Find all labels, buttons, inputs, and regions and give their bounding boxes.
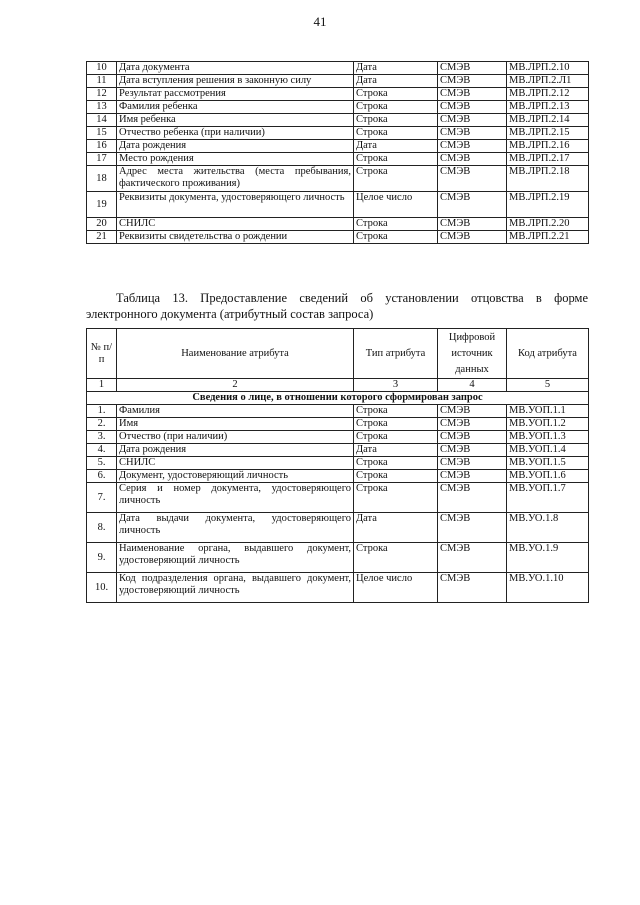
cell-num: 10 [87,62,117,75]
cell-name: Отчество ребенка (при наличии) [117,127,354,140]
cell-num: 4. [87,444,117,457]
table-row [87,153,589,166]
page-number: 41 [313,14,327,29]
table-row [87,483,589,513]
cell-code: МВ.УО.1.10 [507,573,589,603]
cell-code: МВ.ЛРП.2.21 [507,231,589,244]
table-row [87,140,589,153]
column-numbers-row [87,379,589,392]
cell-source: СМЭВ [438,101,507,114]
cell-num: 16 [87,140,117,153]
cell-source: СМЭВ [438,573,507,603]
attributes-table-continued-body [87,62,589,244]
attributes-table-13 [86,328,589,603]
cell-type: Строка [354,431,438,444]
cell-code: МВ.ЛРП.2.10 [507,62,589,75]
col-number: 4 [438,379,507,392]
cell-num: 7. [87,483,117,513]
table-row [87,470,589,483]
table-row [87,127,589,140]
cell-code: МВ.ЛРП.2.15 [507,127,589,140]
cell-type: Дата [354,62,438,75]
cell-source: СМЭВ [438,543,507,573]
cell-type: Дата [354,75,438,88]
cell-code: МВ.УОП.1.1 [507,405,589,418]
header-code: Код атрибута [507,329,589,379]
cell-num: 17 [87,153,117,166]
section-row [87,392,589,405]
header-name: Наименование атрибута [117,329,354,379]
cell-name: СНИЛС [117,457,354,470]
col-number: 2 [117,379,354,392]
cell-name: Дата рождения [117,140,354,153]
cell-source: СМЭВ [438,153,507,166]
cell-code: МВ.ЛРП.2.13 [507,101,589,114]
header-type: Тип атрибута [354,329,438,379]
cell-name: Реквизиты свидетельства о рождении [117,231,354,244]
cell-code: МВ.УОП.1.2 [507,418,589,431]
cell-num: 14 [87,114,117,127]
table-row [87,166,589,192]
table-header-row [87,329,589,379]
col-number: 5 [507,379,589,392]
cell-num: 18 [87,166,117,192]
cell-name: Дата вступления решения в законную силу [117,75,354,88]
cell-type: Дата [354,140,438,153]
cell-name: Дата документа [117,62,354,75]
cell-source: СМЭВ [438,513,507,543]
cell-name: Код подразделения органа, выдавшего документ, удостоверяющий личность [117,573,354,603]
cell-type: Строка [354,543,438,573]
cell-type: Строка [354,470,438,483]
table-row [87,62,589,75]
cell-source: СМЭВ [438,431,507,444]
cell-source: СМЭВ [438,75,507,88]
cell-name: Серия и номер документа, удостоверяющего личность [117,483,354,513]
table-caption: Таблица 13. Предоставление сведений об установлении отцовства в форме электронного документа (атрибутный состав запроса) [86,291,588,321]
cell-name: Фамилия ребенка [117,101,354,114]
cell-name: Дата выдачи документа, удостоверяющего личность [117,513,354,543]
cell-num: 20 [87,218,117,231]
cell-type: Строка [354,153,438,166]
cell-num: 2. [87,418,117,431]
cell-source: СМЭВ [438,444,507,457]
cell-num: 3. [87,431,117,444]
col-number: 1 [87,379,117,392]
table-row [87,418,589,431]
cell-name: Место рождения [117,153,354,166]
attributes-table-13-body [87,405,589,603]
header-num: № п/п [87,329,117,379]
table-row [87,573,589,603]
table-row [87,75,589,88]
cell-name: Отчество (при наличии) [117,431,354,444]
cell-source: СМЭВ [438,218,507,231]
cell-type: Строка [354,127,438,140]
cell-source: СМЭВ [438,457,507,470]
cell-num: 10. [87,573,117,603]
cell-code: МВ.ЛРП.2.17 [507,153,589,166]
cell-name: Результат рассмотрения [117,88,354,101]
cell-num: 9. [87,543,117,573]
cell-type: Строка [354,101,438,114]
cell-code: МВ.ЛРП.2.14 [507,114,589,127]
cell-name: Реквизиты документа, удостоверяющего личность [117,192,354,218]
cell-num: 6. [87,470,117,483]
cell-code: МВ.ЛРП.2.19 [507,192,589,218]
cell-type: Строка [354,88,438,101]
cell-type: Целое число [354,192,438,218]
table-row [87,513,589,543]
cell-code: МВ.УО.1.8 [507,513,589,543]
cell-type: Строка [354,166,438,192]
cell-num: 13 [87,101,117,114]
cell-code: МВ.ЛРП.2.20 [507,218,589,231]
col-number: 3 [354,379,438,392]
table-row [87,218,589,231]
cell-source: СМЭВ [438,470,507,483]
table-row [87,114,589,127]
cell-code: МВ.ЛРП.2.16 [507,140,589,153]
cell-name: Адрес места жительства (места пребывания, фактического проживания) [117,166,354,192]
cell-code: МВ.УОП.1.3 [507,431,589,444]
cell-num: 15 [87,127,117,140]
table-row [87,231,589,244]
cell-num: 19 [87,192,117,218]
section-title: Сведения о лице, в отношении которого сформирован запрос [87,392,589,405]
cell-num: 5. [87,457,117,470]
cell-code: МВ.ЛРП.2.Л1 [507,75,589,88]
cell-num: 1. [87,405,117,418]
table-row [87,543,589,573]
cell-source: СМЭВ [438,62,507,75]
cell-source: СМЭВ [438,418,507,431]
cell-source: СМЭВ [438,192,507,218]
table-row [87,457,589,470]
table-row [87,88,589,101]
cell-num: 21 [87,231,117,244]
cell-code: МВ.ЛРП.2.12 [507,88,589,101]
cell-num: 12 [87,88,117,101]
cell-type: Дата [354,513,438,543]
cell-name: СНИЛС [117,218,354,231]
cell-type: Строка [354,457,438,470]
table-row [87,405,589,418]
cell-source: СМЭВ [438,166,507,192]
cell-source: СМЭВ [438,483,507,513]
cell-code: МВ.УОП.1.7 [507,483,589,513]
cell-code: МВ.ЛРП.2.18 [507,166,589,192]
cell-source: СМЭВ [438,405,507,418]
cell-name: Имя [117,418,354,431]
table-row [87,192,589,218]
cell-source: СМЭВ [438,231,507,244]
cell-type: Целое число [354,573,438,603]
cell-code: МВ.УОП.1.4 [507,444,589,457]
cell-source: СМЭВ [438,88,507,101]
table-row [87,101,589,114]
header-source: Цифровой источник данных [438,329,507,379]
table-row [87,444,589,457]
cell-type: Строка [354,114,438,127]
cell-type: Строка [354,483,438,513]
cell-source: СМЭВ [438,127,507,140]
cell-code: МВ.УОП.1.6 [507,470,589,483]
cell-source: СМЭВ [438,140,507,153]
cell-name: Фамилия [117,405,354,418]
cell-type: Строка [354,418,438,431]
cell-name: Наименование органа, выдавшего документ, удостоверяющий личность [117,543,354,573]
cell-code: МВ.УОП.1.5 [507,457,589,470]
cell-name: Имя ребенка [117,114,354,127]
cell-name: Дата рождения [117,444,354,457]
cell-type: Строка [354,218,438,231]
cell-num: 11 [87,75,117,88]
cell-type: Строка [354,405,438,418]
cell-num: 8. [87,513,117,543]
cell-code: МВ.УО.1.9 [507,543,589,573]
table-row [87,431,589,444]
cell-name: Документ, удостоверяющий личность [117,470,354,483]
cell-type: Строка [354,231,438,244]
attributes-table-continued [86,61,589,244]
cell-type: Дата [354,444,438,457]
cell-source: СМЭВ [438,114,507,127]
